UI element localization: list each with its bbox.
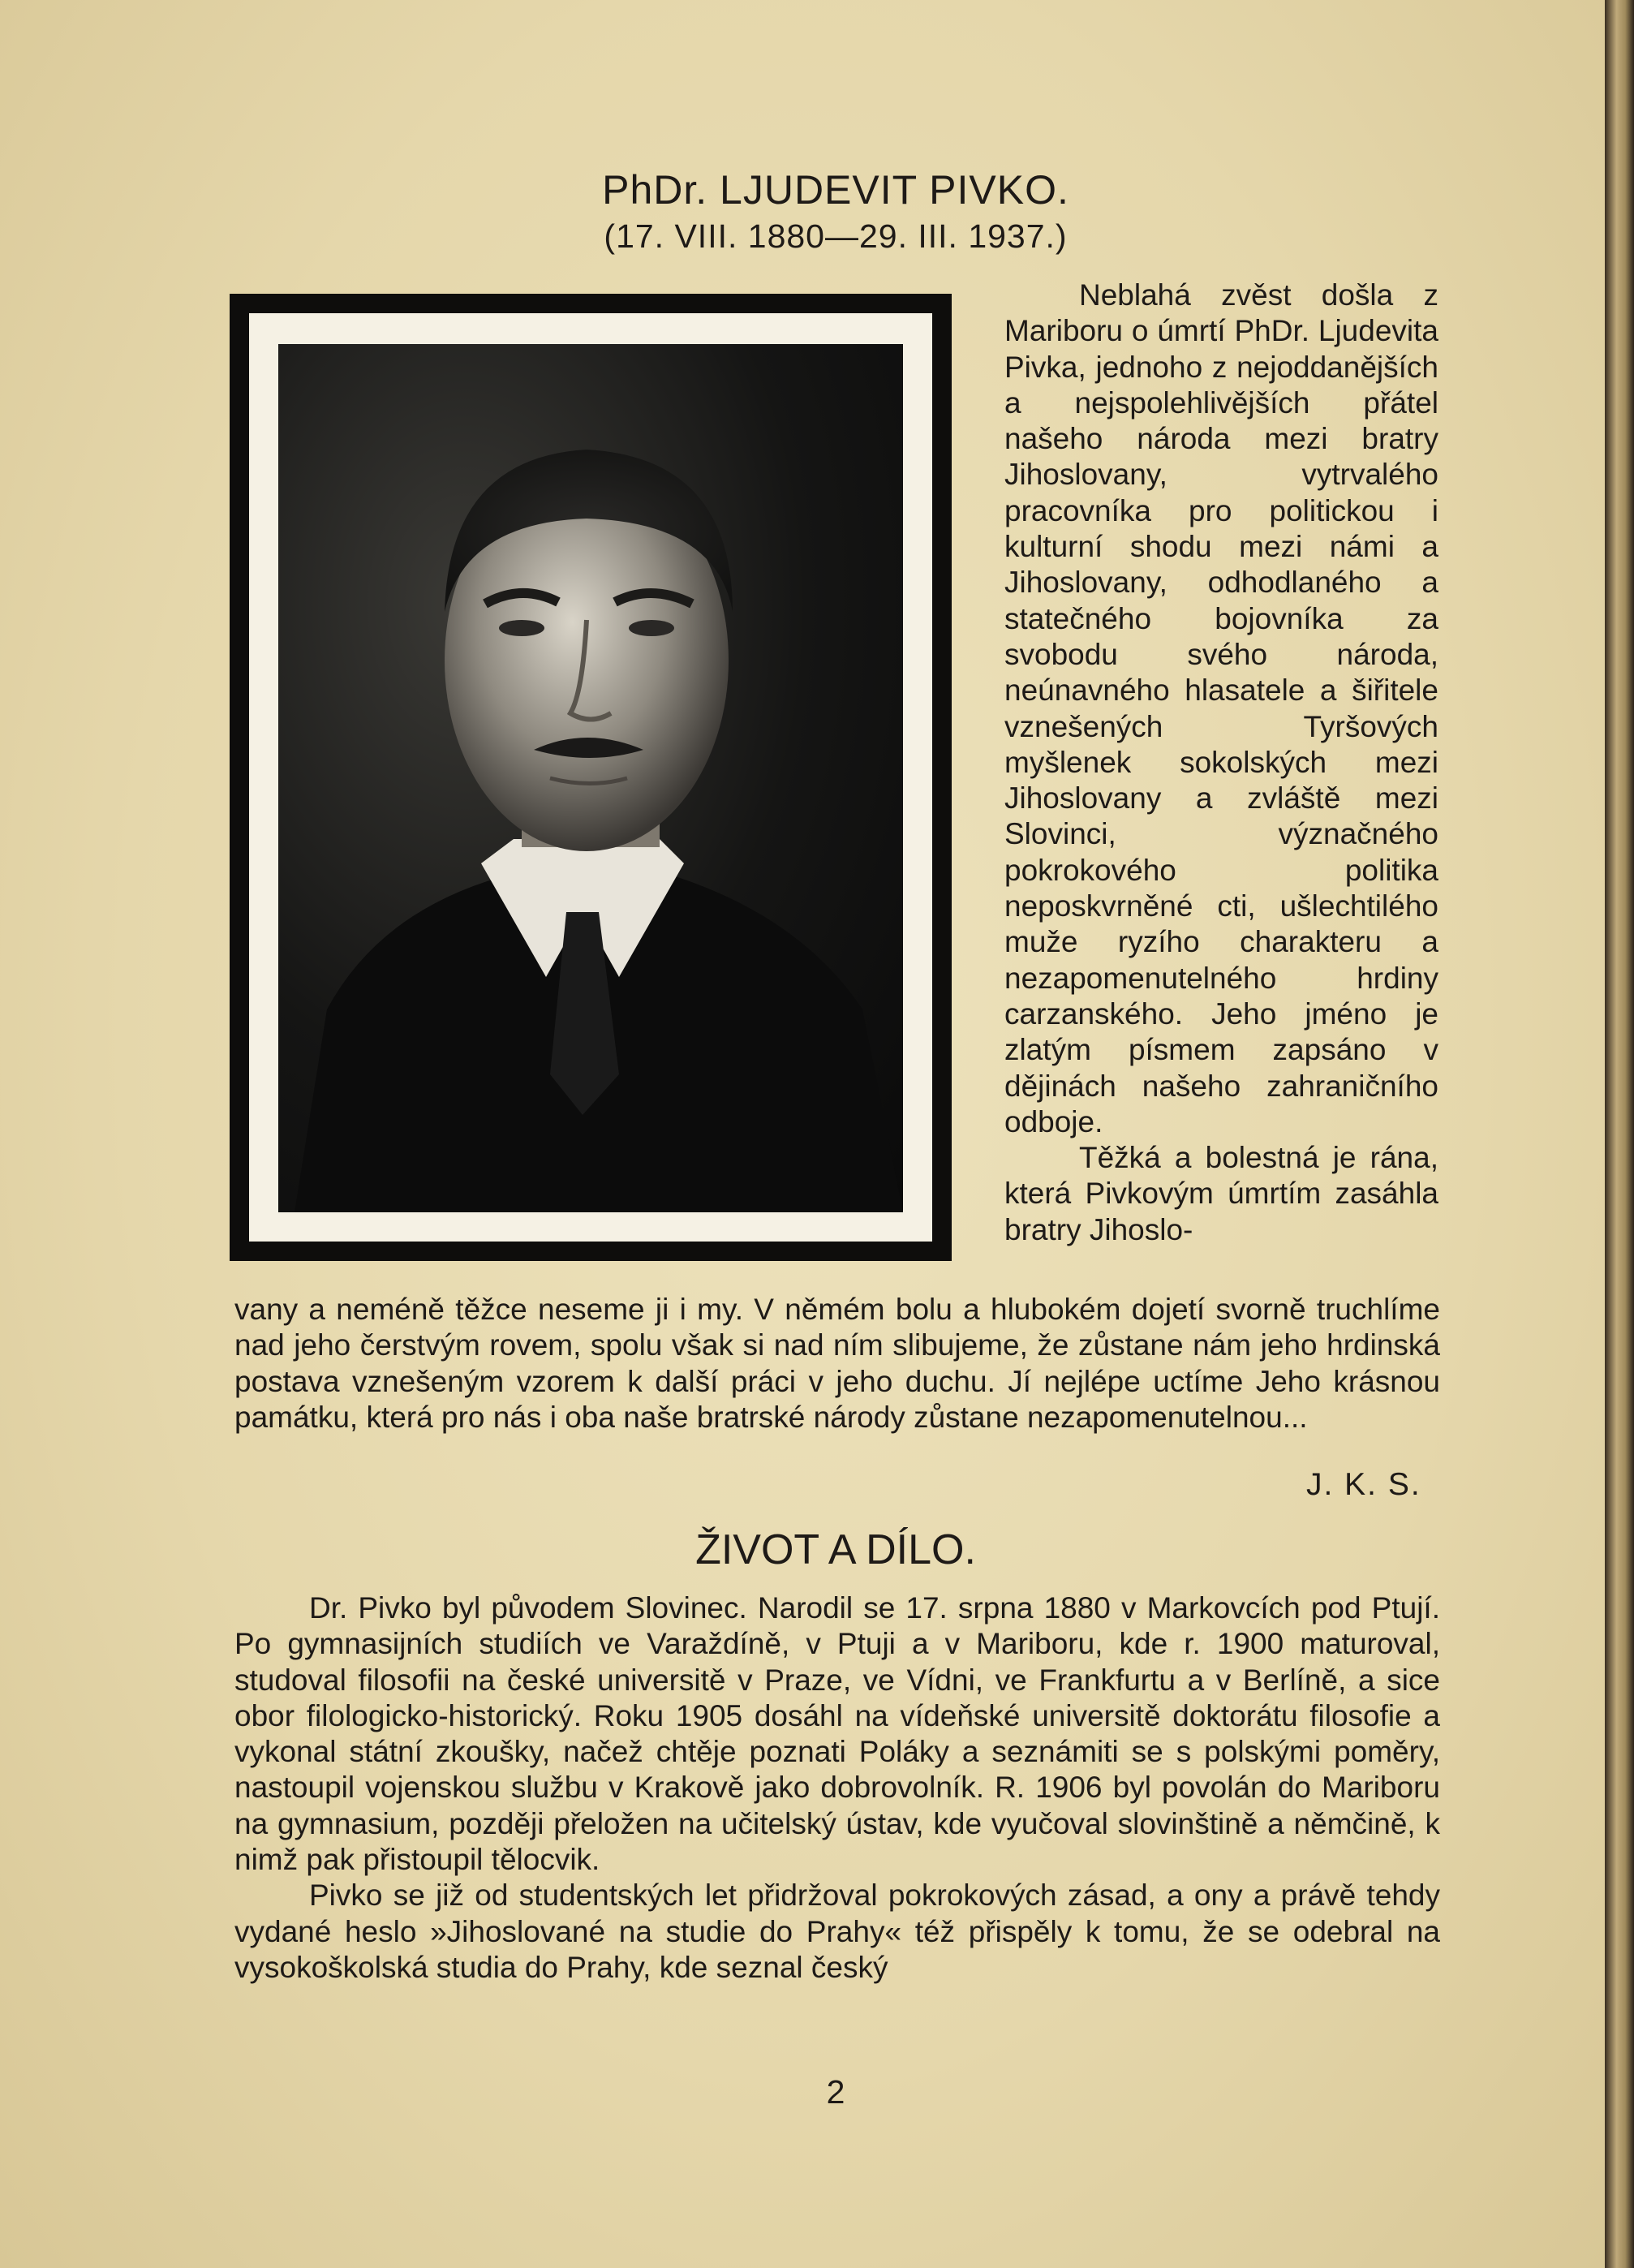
binding-edge [1605, 0, 1634, 2268]
obituary-paragraph-2-start: Těžká a bolestná je rána, která Pivkovým úmrtím zasáhla bratry Jihoslo- [1004, 1141, 1438, 1246]
section-heading: ŽIVOT A DÍLO. [695, 1526, 976, 1573]
life-dates: (17. VIII. 1880—29. III. 1937.) [604, 217, 1068, 255]
article-title: PhDr. LJUDEVIT PIVKO. [602, 167, 1069, 213]
portrait-frame [230, 294, 952, 1261]
obituary-paragraph-2-continued: vany a neméně těžce neseme ji i my. V němém bolu a hlubokém dojetí svorně truchlíme nad jeho čerstvým rovem, spolu však si nad ním slibujeme, že zůstane nám jeho hrdinská postava vznešeným vzorem k další práci v jeho duchu. Jí nejlépe uctíme Jeho krásnou památku, která pro nás i oba naše bratrské národy zůstane nezapomenutelnou... [234, 1293, 1440, 1434]
obituary-side-column [1004, 278, 1438, 1248]
author-signature: J. K. S. [1306, 1467, 1421, 1502]
portrait-illustration [278, 344, 903, 1212]
obituary-paragraph-1: Neblahá zvěst došla z Mariboru o úmrtí PhDr. Ljudevita Pivka, jednoho z nejoddanějších a nejspolehlivějších přátel našeho národa mezi bratry Jihoslovany, vytrvalého pracovníka pro politickou i kulturní shodu mezi námi a Jihoslovany, odhodlaného a statečného bojovníka za svobodu svého národa, neúnavného hlasatele a šiřitele vznešených Tyršových myšlenek sokolských mezi Jihoslovany a zvláště mezi Slovinci, význačného pokrokového politika neposkvrněné cti, ušlechtilého muže ryzího charakteru a nezapomenutelného hrdiny carzanského. Jeho jméno je zlatým písmem zapsáno v dějinách našeho zahraničního odboje. [1004, 278, 1438, 1138]
page-number: 2 [826, 2073, 845, 2111]
life-paragraph-2: Pivko se již od studentských let přidržoval pokrokových zásad, a ony a právě tehdy vydané heslo »Jihoslované na studie do Prahy« též přispěly k tomu, že se odebral na vysokoškolská studia do Prahy, kde seznal český [234, 1879, 1440, 1984]
obituary-full-width-text [234, 1292, 1440, 1435]
portrait-photo [278, 344, 903, 1212]
life-and-work-text [234, 1590, 1440, 1986]
life-paragraph-1: Dr. Pivko byl původem Slovinec. Narodil se 17. srpna 1880 v Markovcích pod Ptují. Po gymnasijních studiích ve Varaždíně, v Ptuji a v Mariboru, kde r. 1900 maturoval, studoval filosofii na české universitě v Praze, ve Vídni, ve Frankfurtu a v Berlíně, a sice obor filologicko-historický. Roku 1905 dosáhl na vídeňské universitě doktorátu filosofie a vykonal státní zkoušky, načež chtěje poznati Poláky a seznámiti se s polskými poměry, nastoupil vojenskou službu v Krakově jako dobrovolník. R. 1906 byl povolán do Mariboru na gymnasium, později přeložen na učitelský ústav, kde vyučoval slovinštině a němčině, k nimž pak přistoupil tělocvik. [234, 1591, 1440, 1877]
